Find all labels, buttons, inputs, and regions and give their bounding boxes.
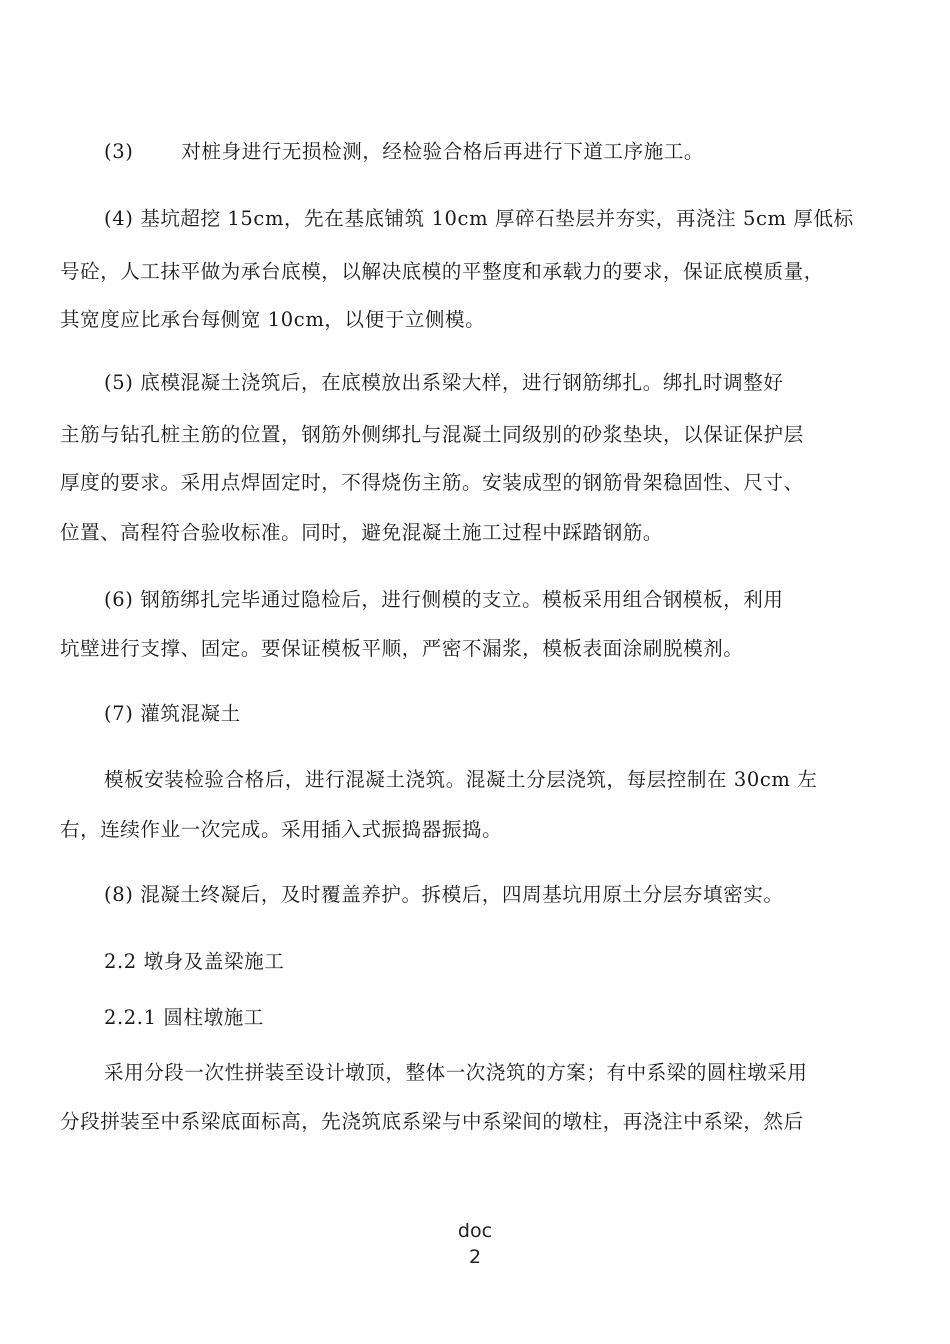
paragraph-5-line-1: (5) 底模混凝土浇筑后，在底模放出系梁大样，进行钢筋绑扎。绑扎时调整好: [104, 371, 784, 394]
paragraph-7-line-2: 右，连续作业一次完成。采用插入式振捣器振捣。: [60, 818, 503, 841]
paragraph-7-heading: (7) 灌筑混凝土: [104, 702, 241, 725]
section-heading-2-2-1: 2.2.1 圆柱墩施工: [104, 1006, 264, 1029]
paragraph-9-line-2: 分段拼装至中系梁底面标高，先浇筑底系梁与中系梁间的墩柱，再浇注中系梁，然后: [60, 1110, 804, 1133]
paragraph-5-line-2: 主筋与钻孔桩主筋的位置，钢筋外侧绑扎与混凝土同级别的砂浆垫块，以保证保护层: [60, 423, 804, 446]
section-heading-2-2: 2.2 墩身及盖梁施工: [104, 950, 285, 973]
paragraph-text: 对桩身进行无损检测，经检验合格后再进行下道工序施工。: [181, 140, 705, 163]
paragraph-8-line-1: (8) 混凝土终凝后，及时覆盖养护。拆模后，四周基坑用原土分层夯填密实。: [104, 883, 784, 906]
item-number: (3): [104, 140, 134, 163]
paragraph-7-line-1: 模板安装检验合格后，进行混凝土浇筑。混凝土分层浇筑，每层控制在 30cm 左: [104, 768, 818, 791]
paragraph-6-line-1: (6) 钢筋绑扎完毕通过隐检后，进行侧模的支立。模板采用组合钢模板，利用: [104, 588, 784, 611]
paragraph-5-line-3: 厚度的要求。采用点焊固定时，不得烧伤主筋。安装成型的钢筋骨架稳固性、尺寸、: [60, 471, 804, 494]
paragraph-9-line-1: 采用分段一次性拼装至设计墩顶，整体一次浇筑的方案；有中系梁的圆柱墩采用: [104, 1061, 808, 1084]
paragraph-3: [104, 138, 934, 166]
paragraph-4-line-1: (4) 基坑超挖 15cm，先在基底铺筑 10cm 厚碎石垫层并夯实，再浇注 5cm 厚低标: [104, 207, 854, 230]
paragraph-6-line-2: 坑壁进行支撑、固定。要保证模板平顺，严密不漏浆，模板表面涂刷脱模剂。: [60, 637, 744, 660]
paragraph-5-line-4: 位置、高程符合验收标准。同时，避免混凝土施工过程中踩踏钢筋。: [60, 521, 664, 544]
paragraph-4-line-2: 号砼，人工抹平做为承台底模，以解决底模的平整度和承载力的要求，保证底模质量，: [60, 260, 824, 283]
paragraph-4-line-3: 其宽度应比承台每侧宽 10cm，以便于立侧模。: [60, 308, 486, 331]
page-number: 2: [468, 1246, 482, 1268]
footer-label: doc: [457, 1220, 493, 1242]
